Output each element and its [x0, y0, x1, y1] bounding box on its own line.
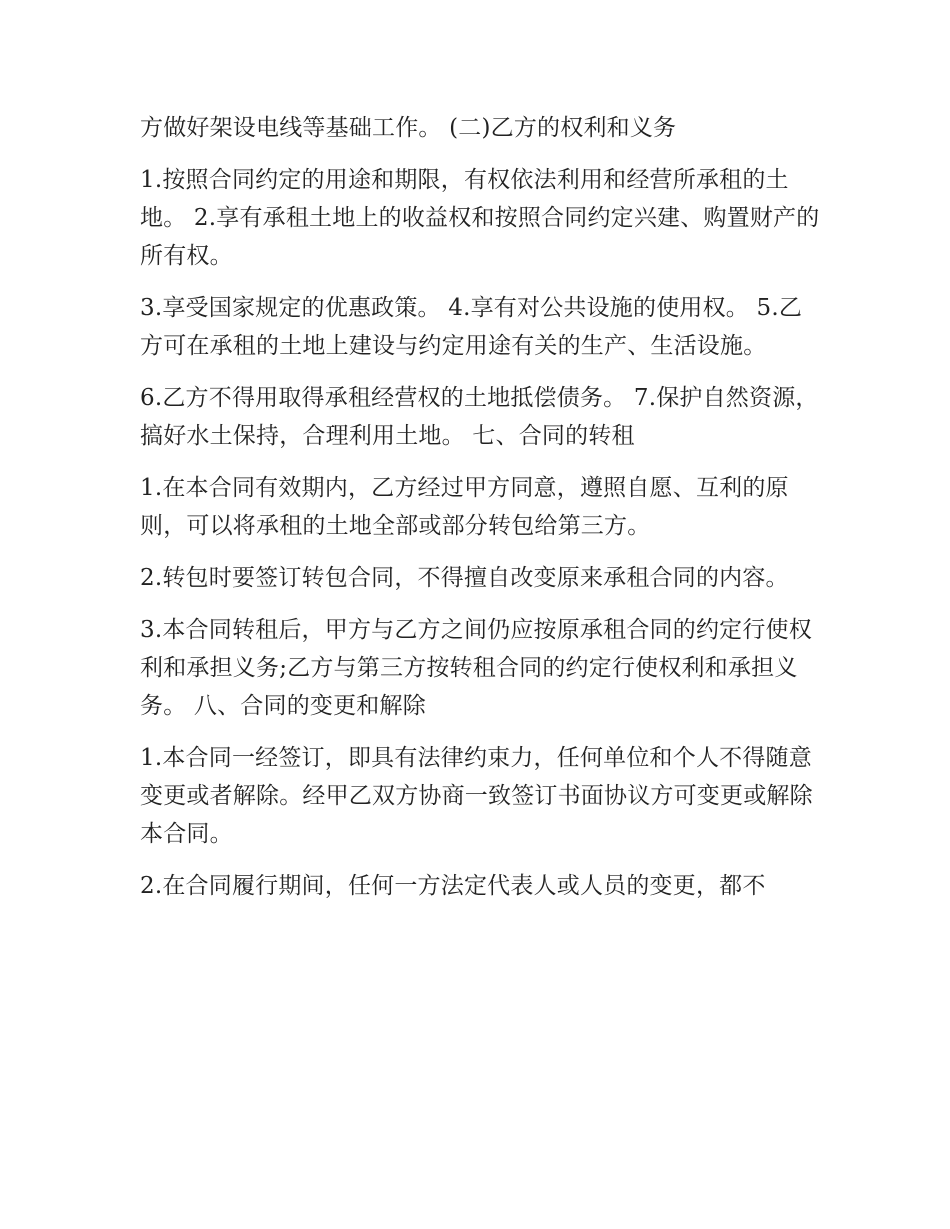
paragraph: 2.转包时要签订转包合同，不得擅自改变原来承租合同的内容。 [140, 565, 789, 591]
paragraph: 1.本合同一经签订，即具有法律约束力，任何单位和个人不得随意变更或者解除。经甲乙双方协商一致签订书面协议方可变更或解除本合同。 [140, 745, 813, 847]
document-body [140, 109, 820, 919]
paragraph: 2.在合同履行期间，任何一方法定代表人或人员的变更，都不 [140, 873, 766, 899]
paragraph: 方做好架设电线等基础工作。 (二)乙方的权利和义务 [140, 115, 677, 141]
paragraph: 1.按照合同约定的用途和期限，有权依法利用和经营所承租的土地。 2.享有承租土地上的收益权和按照合同约定兴建、购置财产的所有权。 [140, 167, 820, 269]
paragraph: 6.乙方不得用取得承租经营权的土地抵偿债务。 7.保护自然资源，搞好水土保持，合理利用土地。 七、合同的转租 [140, 385, 819, 449]
paragraph: 3.本合同转租后，甲方与乙方之间仍应按原承租合同的约定行使权利和承担义务;乙方与第三方按转租合同的约定行使权利和承担义务。 八、合同的变更和解除 [140, 617, 812, 719]
paragraph: 1.在本合同有效期内，乙方经过甲方同意，遵照自愿、互利的原则，可以将承租的土地全部或部分转包给第三方。 [140, 475, 789, 539]
paragraph: 3.享受国家规定的优惠政策。 4.享有对公共设施的使用权。 5.乙方可在承租的土地上建设与约定用途有关的生产、生活设施。 [140, 295, 803, 359]
